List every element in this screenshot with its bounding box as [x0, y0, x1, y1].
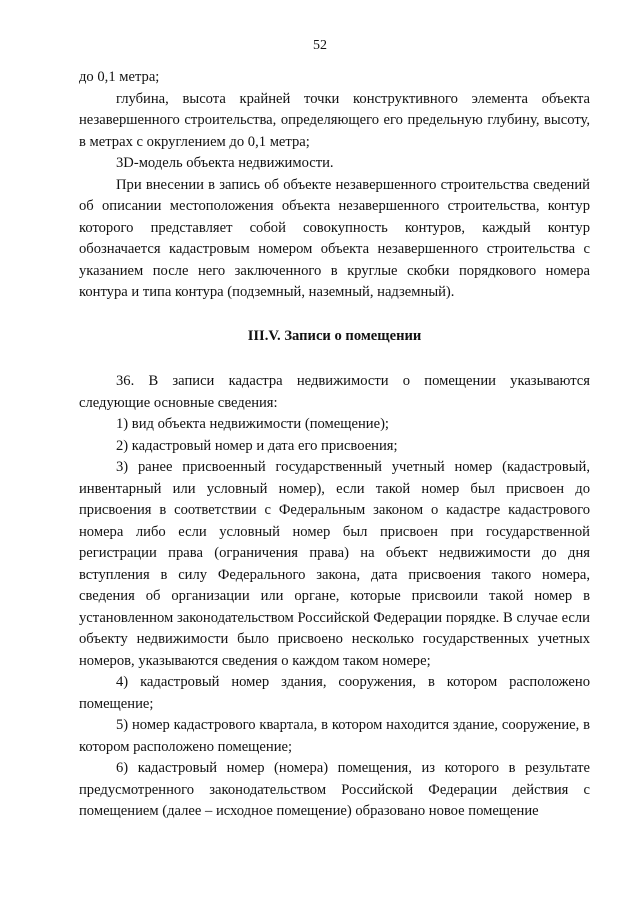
paragraph-item-36: 36. В записи кадастра недвижимости о помещении указываются следующие основные сведения:: [79, 373, 590, 411]
paragraph-continuation: до 0,1 метра;: [79, 69, 160, 85]
paragraph-3d-model: 3D-модель объекта недвижимости.: [116, 155, 334, 171]
list-item-3: 3) ранее присвоенный государственный учетный номер (кадастровый, инвентарный или условный номер), если такой номер был присвоен до присвоения в соответствии с Федеральным законом о кадастре кадастрового номера либо если условный номер был присвоен при государственной регистрации права (ограничения права) на объект недвижимости до дня вступления в силу Федерального закона, дата присвоения такого номера, сведения об организации или органе, которые присвоили такой номер в установленном законодательством Российской Федерации порядке. В случае если объекту недвижимости было присвоено несколько государственных учетных номеров, указываются сведения о каждом таком номере;: [79, 459, 590, 669]
list-item-5: 5) номер кадастрового квартала, в котором находится здание, сооружение, в котором расположено помещение;: [79, 717, 590, 755]
paragraph-contour-description: При внесении в запись об объекте незавершенного строительства сведений об описании местоположения объекта незавершенного строительства, контур которого представляет собой совокупность контуров, каждый контур обозначается кадастровым номером объекта незавершенного строительства с указанием после него заключенного в круглые скобки порядкового номера контура и типа контура (подземный, наземный, надземный).: [79, 176, 590, 300]
page-number: 52: [313, 38, 327, 53]
list-item-1: 1) вид объекта недвижимости (помещение);: [116, 416, 389, 432]
list-item-2: 2) кадастровый номер и дата его присвоения;: [116, 437, 398, 454]
list-item-6: 6) кадастровый номер (номера) помещения, из которого в результате предусмотренного законодательством Российской Федерации действия с помещением (далее – исходное помещение) образовано новое помещение: [79, 760, 590, 819]
document-body: [79, 67, 590, 823]
list-item-4: 4) кадастровый номер здания, сооружения, в котором расположено помещение;: [79, 674, 590, 712]
section-heading: III.V. Записи о помещении: [247, 327, 422, 344]
paragraph-depth-height: глубина, высота крайней точки конструктивного элемента объекта незавершенного строительства, определяющего его предельную глубину, высоту, в метрах с округлением до 0,1 метра;: [79, 90, 590, 150]
